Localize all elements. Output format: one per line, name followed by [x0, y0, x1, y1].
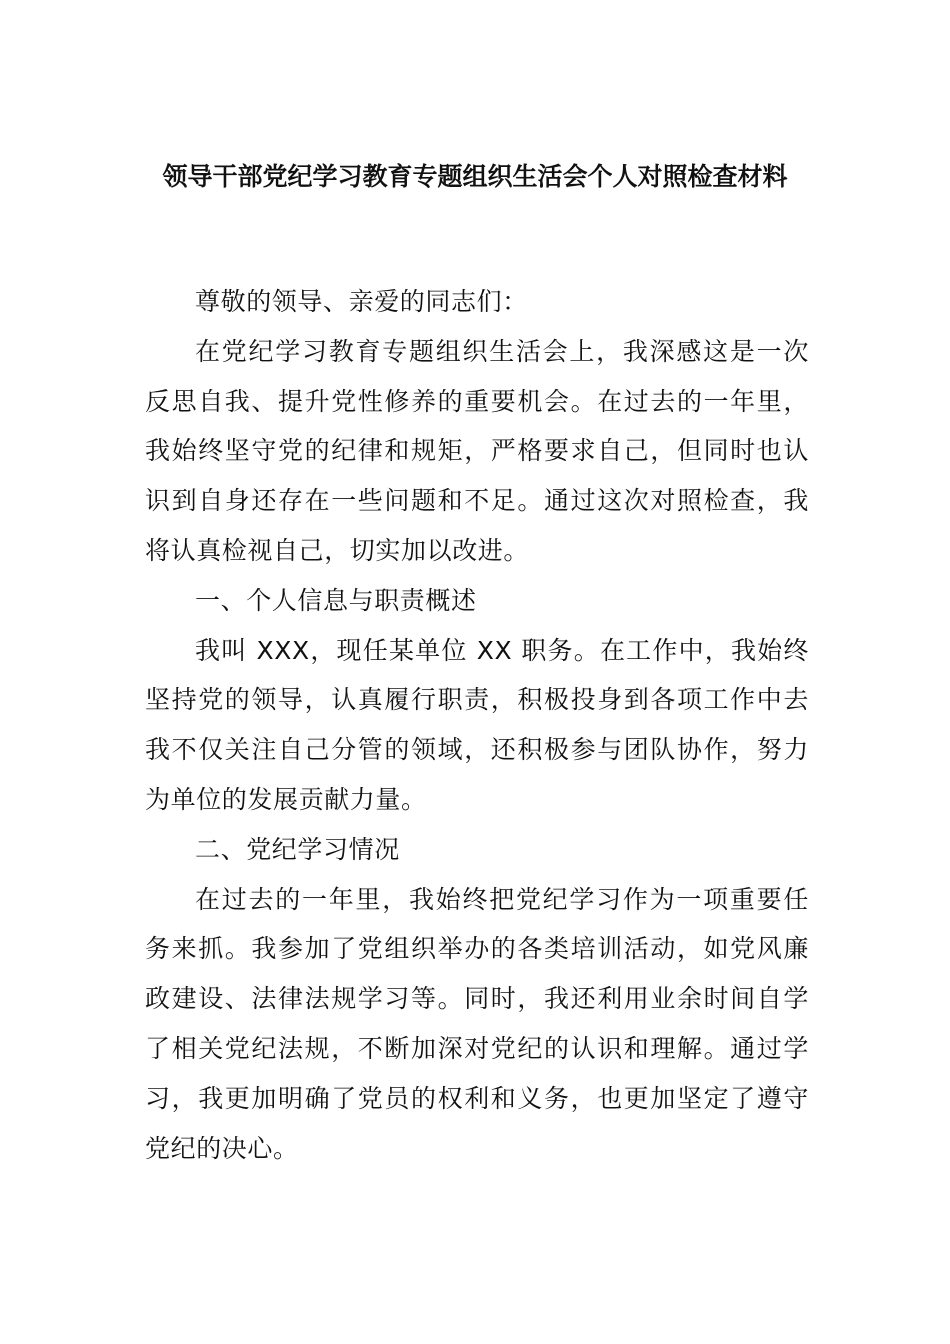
paragraph-section-2: 在过去的一年里，我始终把党纪学习作为一项重要任务来抓。我参加了党组织举办的各类培训活动，如党风廉政建设、法律法规学习等。同时，我还利用业余时间自学了相关党纪法规，不断加深对党纪的认识和理解。通过学习，我更加明确了党员的权利和义务，也更加坚定了遵守党纪的决心。: [145, 884, 809, 1163]
document-body: [145, 277, 809, 1173]
paragraph-intro: 在党纪学习教育专题组织生活会上，我深感这是一次反思自我、提升党性修养的重要机会。在过去的一年里，我始终坚守党的纪律和规矩，严格要求自己，但同时也认识到自身还存在一些问题和不足。通过这次对照检查，我将认真检视自己，切实加以改进。: [145, 336, 809, 565]
paragraph-section-1: 我叫 XXX，现任某单位 XX 职务。在工作中，我始终坚持党的领导，认真履行职责，积极投身到各项工作中去我不仅关注自己分管的领域，还积极参与团队协作，努力为单位的发展贡献力量。: [145, 635, 809, 814]
section-heading-2: 二、党纪学习情况: [195, 834, 400, 864]
section-heading-1: 一、个人信息与职责概述: [195, 585, 477, 615]
document-title: 领导干部党纪学习教育专题组织生活会个人对照检查材料: [162, 162, 788, 191]
salutation: 尊敬的领导、亲爱的同志们：: [195, 287, 528, 316]
